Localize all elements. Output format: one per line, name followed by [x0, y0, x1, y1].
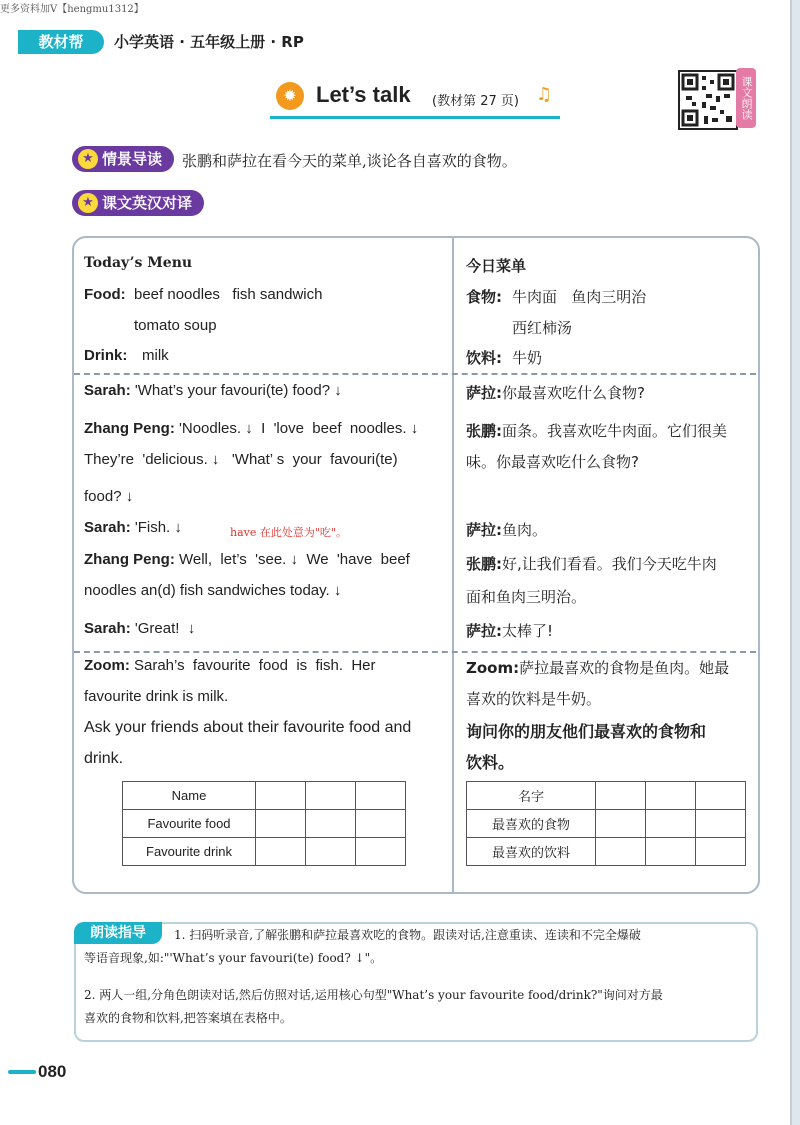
dialogue-line — [84, 582, 341, 599]
table-cell[interactable] — [306, 838, 356, 866]
table-cell[interactable] — [696, 810, 746, 838]
food-items-en: beef noodles fish sandwich — [134, 286, 323, 303]
menu-title-cn: 今日菜单 — [466, 257, 527, 275]
dialogue-text: 面条。我喜欢吃牛肉面。它们很美 — [502, 422, 728, 440]
table-row — [467, 838, 746, 866]
dialogue-text: 'Noodles. ↓ I 'love beef noodles. ↓ — [179, 420, 419, 437]
qr-code[interactable] — [678, 70, 738, 130]
drink-value-cn: 牛奶 — [512, 349, 543, 367]
dialogue-line — [84, 620, 195, 637]
speaker-name: Sarah: — [84, 519, 131, 536]
zoom-line-cn: 喜欢的饮料是牛奶。 — [466, 690, 602, 708]
speaker-name: 张鹏: — [466, 422, 502, 440]
intro-text: 张鹏和萨拉在看今天的菜单,谈论各自喜欢的食物。 — [182, 152, 517, 170]
dialogue-line — [84, 451, 398, 468]
page-edge — [792, 0, 800, 1125]
food-label-cn: 食物: — [466, 288, 502, 306]
table-cell[interactable] — [256, 838, 306, 866]
table-cell[interactable] — [256, 782, 306, 810]
zoom-line-en: favourite drink is milk. — [84, 688, 229, 705]
table-cell[interactable] — [596, 838, 646, 866]
dialogue-text: 面和鱼肉三明治。 — [466, 588, 587, 606]
section-divider — [74, 651, 756, 653]
table-row — [467, 810, 746, 838]
zoom-label: Zoom: — [84, 657, 130, 674]
reading-guide-badge: 朗读指导 — [74, 922, 162, 944]
headphone-icon[interactable]: ♫ — [536, 84, 553, 105]
table-cell[interactable] — [646, 838, 696, 866]
table-cell[interactable] — [646, 782, 696, 810]
food-label-en: Food: — [84, 286, 126, 303]
guide-paragraph: 喜欢的食物和饮料,把答案填在表格中。 — [84, 1011, 292, 1025]
table-cell: Name — [123, 782, 256, 810]
table-cell[interactable] — [306, 782, 356, 810]
speaker-name: 萨拉: — [466, 622, 502, 640]
table-row — [123, 782, 406, 810]
dialogue-text: 'Great! ↓ — [134, 620, 196, 637]
speaker-name: Zhang Peng: — [84, 551, 175, 568]
table-cell[interactable] — [356, 782, 406, 810]
dialogue-text: noodles an(d) fish sandwiches today. ↓ — [84, 582, 342, 599]
qr-tab-label: 课文朗读 — [736, 68, 756, 128]
dialogue-line-cn — [466, 420, 727, 441]
table-cell[interactable] — [356, 838, 406, 866]
translation-badge-label: 课文英汉对译 — [102, 194, 193, 212]
speaker-name: Sarah: — [84, 382, 131, 399]
table-cell: 最喜欢的食物 — [467, 810, 596, 838]
dialogue-text: 'Fish. ↓ — [134, 519, 182, 536]
guide-paragraph: 2. 两人一组,分角色朗读对话,然后仿照对话,运用核心句型"What’s your favourite food/drink?"询问对方最 — [84, 988, 663, 1002]
intro-badge-label: 情景导读 — [102, 150, 163, 168]
food-items-cn-2: 西红柿汤 — [512, 319, 573, 337]
drink-value-en: milk — [142, 347, 169, 364]
qr-pattern — [680, 72, 736, 128]
dialogue-line-cn — [466, 620, 553, 641]
dialogue-line-cn — [466, 553, 717, 574]
zoom-line: Sarah’s favourite food is fish. Her — [134, 657, 376, 674]
section-divider — [74, 373, 756, 375]
page-number: 080 — [38, 1062, 67, 1081]
zoom-text-en — [84, 657, 376, 674]
zoom-text-cn — [466, 657, 729, 678]
speaker-name: Zhang Peng: — [84, 420, 175, 437]
guide-paragraph: 等语音现象,如:"'What’s your favouri(te) food? ↓"。 — [84, 951, 383, 965]
table-cell[interactable] — [356, 810, 406, 838]
dialogue-line — [84, 488, 133, 505]
table-cell: 最喜欢的饮料 — [467, 838, 596, 866]
table-cell[interactable] — [596, 782, 646, 810]
watermark-text: 更多资料加V【hengmu1312】 — [0, 4, 144, 15]
table-cell: Favourite drink — [123, 838, 256, 866]
table-cell: 名字 — [467, 782, 596, 810]
table-row — [123, 810, 406, 838]
dialogue-text: food? ↓ — [84, 488, 134, 505]
drink-label-cn: 饮料: — [466, 349, 502, 367]
zoom-task-cn: 询问你的朋友他们最喜欢的食物和 — [466, 722, 707, 741]
speaker-name: 萨拉: — [466, 384, 502, 402]
dialogue-text: They’re 'delicious. ↓ 'What’ s your favouri(te) — [84, 451, 398, 468]
brand-badge: 教材帮 — [18, 30, 104, 54]
guide-paragraph: 1. 扫码听录音,了解张鹏和萨拉最喜欢吃的食物。跟读对话,注意重读、连读和不完全爆破 — [174, 928, 641, 942]
zoom-line: 萨拉最喜欢的食物是鱼肉。她最 — [519, 659, 730, 677]
table-cell[interactable] — [696, 782, 746, 810]
zoom-task-cn-2: 饮料。 — [466, 753, 515, 772]
table-cell[interactable] — [256, 810, 306, 838]
dialogue-line-cn — [466, 519, 547, 540]
page-edge-shadow — [790, 0, 792, 1125]
table-cell[interactable] — [306, 810, 356, 838]
grammar-note: have 在此处意为"吃"。 — [230, 526, 347, 539]
lesson-title: Let’s talk — [316, 82, 411, 107]
dialogue-line — [84, 551, 410, 568]
dialogue-text: 好,让我们看看。我们今天吃牛肉 — [502, 555, 717, 573]
dialogue-line-cn — [466, 382, 645, 403]
star-icon: ★ — [78, 193, 98, 213]
food-items-cn: 牛肉面 鱼肉三明治 — [512, 288, 647, 306]
speaker-name: 萨拉: — [466, 521, 502, 539]
menu-title-en: Today’s Menu — [84, 255, 193, 271]
book-title: 小学英语 · 五年级上册 · RP — [114, 33, 304, 51]
dialogue-line — [84, 519, 182, 536]
survey-table-cn — [466, 781, 746, 866]
dialogue-text: 你最喜欢吃什么食物? — [502, 384, 645, 402]
dialogue-line — [84, 382, 342, 399]
food-items-en-2: tomato soup — [134, 317, 217, 334]
dialogue-text: 太棒了! — [502, 622, 554, 640]
dialogue-text: Well, let’s 'see. ↓ We 'have beef — [179, 551, 410, 568]
page-number-decoration — [8, 1070, 36, 1074]
table-cell[interactable] — [596, 810, 646, 838]
star-icon: ★ — [78, 149, 98, 169]
table-cell: Favourite food — [123, 810, 256, 838]
table-cell[interactable] — [696, 838, 746, 866]
table-row — [123, 838, 406, 866]
column-divider — [452, 236, 454, 892]
dialogue-line — [84, 420, 418, 437]
dialogue-text: 鱼肉。 — [502, 521, 548, 539]
dialogue-text: 味。你最喜欢吃什么食物? — [466, 453, 639, 471]
dialogue-line-cn — [466, 451, 639, 472]
dialogue-line-cn — [466, 586, 586, 607]
fire-icon: ✹ — [276, 82, 304, 110]
speaker-name: 张鹏: — [466, 555, 502, 573]
zoom-task-en: Ask your friends about their favourite food and — [84, 719, 412, 736]
lesson-page-ref: (教材第 27 页) — [432, 94, 519, 109]
dialogue-text: 'What’s your favouri(te) food? ↓ — [134, 382, 342, 399]
zoom-task-en-2: drink. — [84, 750, 124, 767]
table-cell[interactable] — [646, 810, 696, 838]
zoom-label: Zoom: — [466, 659, 520, 677]
drink-label-en: Drink: — [84, 347, 128, 364]
survey-table-en — [122, 781, 406, 866]
table-row — [467, 782, 746, 810]
speaker-name: Sarah: — [84, 620, 131, 637]
